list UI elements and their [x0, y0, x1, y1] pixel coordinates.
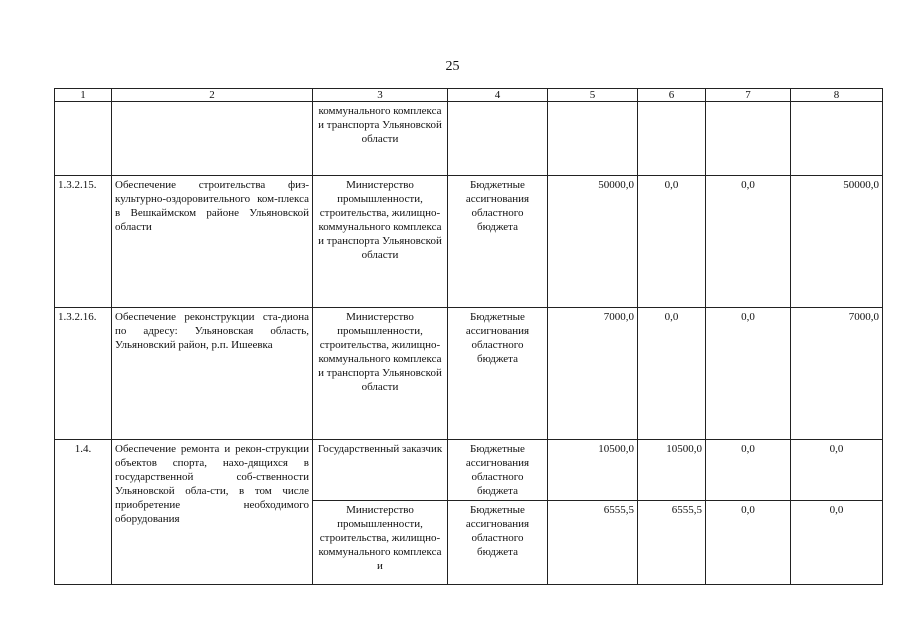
value-cell: 0,0 — [638, 176, 706, 308]
column-number: 4 — [448, 89, 548, 102]
value-cell — [548, 102, 638, 176]
item-name — [112, 102, 313, 176]
item-name: Обеспечение строительства физ-культурно-оздоровительного ком-плекса в Вешкаймском районе Ульяновской области — [112, 176, 313, 308]
item-name: Обеспечение ремонта и рекон-струкции объектов спорта, нахо-дящихся в государственной соб-ственности Ульяновской обла-сти, в том числе приобретение необходимого оборудования — [112, 440, 313, 585]
executor-cell: Министерство промышленности, строительства, жилищно-коммунального комплекса и транспорта Ульяновской области — [313, 176, 448, 308]
value-cell: 0,0 — [638, 308, 706, 440]
column-number: 2 — [112, 89, 313, 102]
value-cell: 7000,0 — [791, 308, 883, 440]
column-number: 1 — [55, 89, 112, 102]
value-cell — [706, 102, 791, 176]
value-cell: 0,0 — [706, 440, 791, 501]
table-row — [55, 308, 883, 440]
program-table — [54, 88, 883, 585]
funding-source-cell — [448, 102, 548, 176]
item-number — [55, 102, 112, 176]
value-cell: 50000,0 — [791, 176, 883, 308]
table-row — [55, 176, 883, 308]
funding-source-cell: Бюджетные ассигнования областного бюджета — [448, 308, 548, 440]
value-cell — [791, 102, 883, 176]
value-cell: 0,0 — [706, 176, 791, 308]
value-cell: 7000,0 — [548, 308, 638, 440]
value-cell: 0,0 — [706, 308, 791, 440]
column-number: 8 — [791, 89, 883, 102]
table-row — [55, 440, 883, 501]
item-number: 1.3.2.16. — [55, 308, 112, 440]
column-number: 7 — [706, 89, 791, 102]
item-name: Обеспечение реконструкции ста-диона по адресу: Ульяновская область, Ульяновский район, р.п. Ишеевка — [112, 308, 313, 440]
page-number: 25 — [445, 59, 460, 74]
table-row — [55, 102, 883, 176]
value-cell: 50000,0 — [548, 176, 638, 308]
value-cell: 0,0 — [791, 501, 883, 585]
column-number: 5 — [548, 89, 638, 102]
value-cell: 10500,0 — [548, 440, 638, 501]
funding-source-cell: Бюджетные ассигнования областного бюджета — [448, 176, 548, 308]
executor-cell: Министерство промышленности, строительства, жилищно-коммунального комплекса и — [313, 501, 448, 585]
value-cell: 10500,0 — [638, 440, 706, 501]
value-cell: 0,0 — [706, 501, 791, 585]
value-cell: 6555,5 — [548, 501, 638, 585]
item-number: 1.3.2.15. — [55, 176, 112, 308]
column-number: 6 — [638, 89, 706, 102]
executor-cell: Государственный заказчик — [313, 440, 448, 501]
column-number: 3 — [313, 89, 448, 102]
item-number: 1.4. — [55, 440, 112, 585]
column-number-row — [55, 89, 883, 102]
value-cell — [638, 102, 706, 176]
value-cell: 6555,5 — [638, 501, 706, 585]
executor-cell: коммунального комплекса и транспорта Ульяновской области — [313, 102, 448, 176]
executor-cell: Министерство промышленности, строительства, жилищно-коммунального комплекса и транспорта Ульяновской области — [313, 308, 448, 440]
funding-source-cell: Бюджетные ассигнования областного бюджета — [448, 440, 548, 501]
value-cell: 0,0 — [791, 440, 883, 501]
funding-source-cell: Бюджетные ассигнования областного бюджета — [448, 501, 548, 585]
